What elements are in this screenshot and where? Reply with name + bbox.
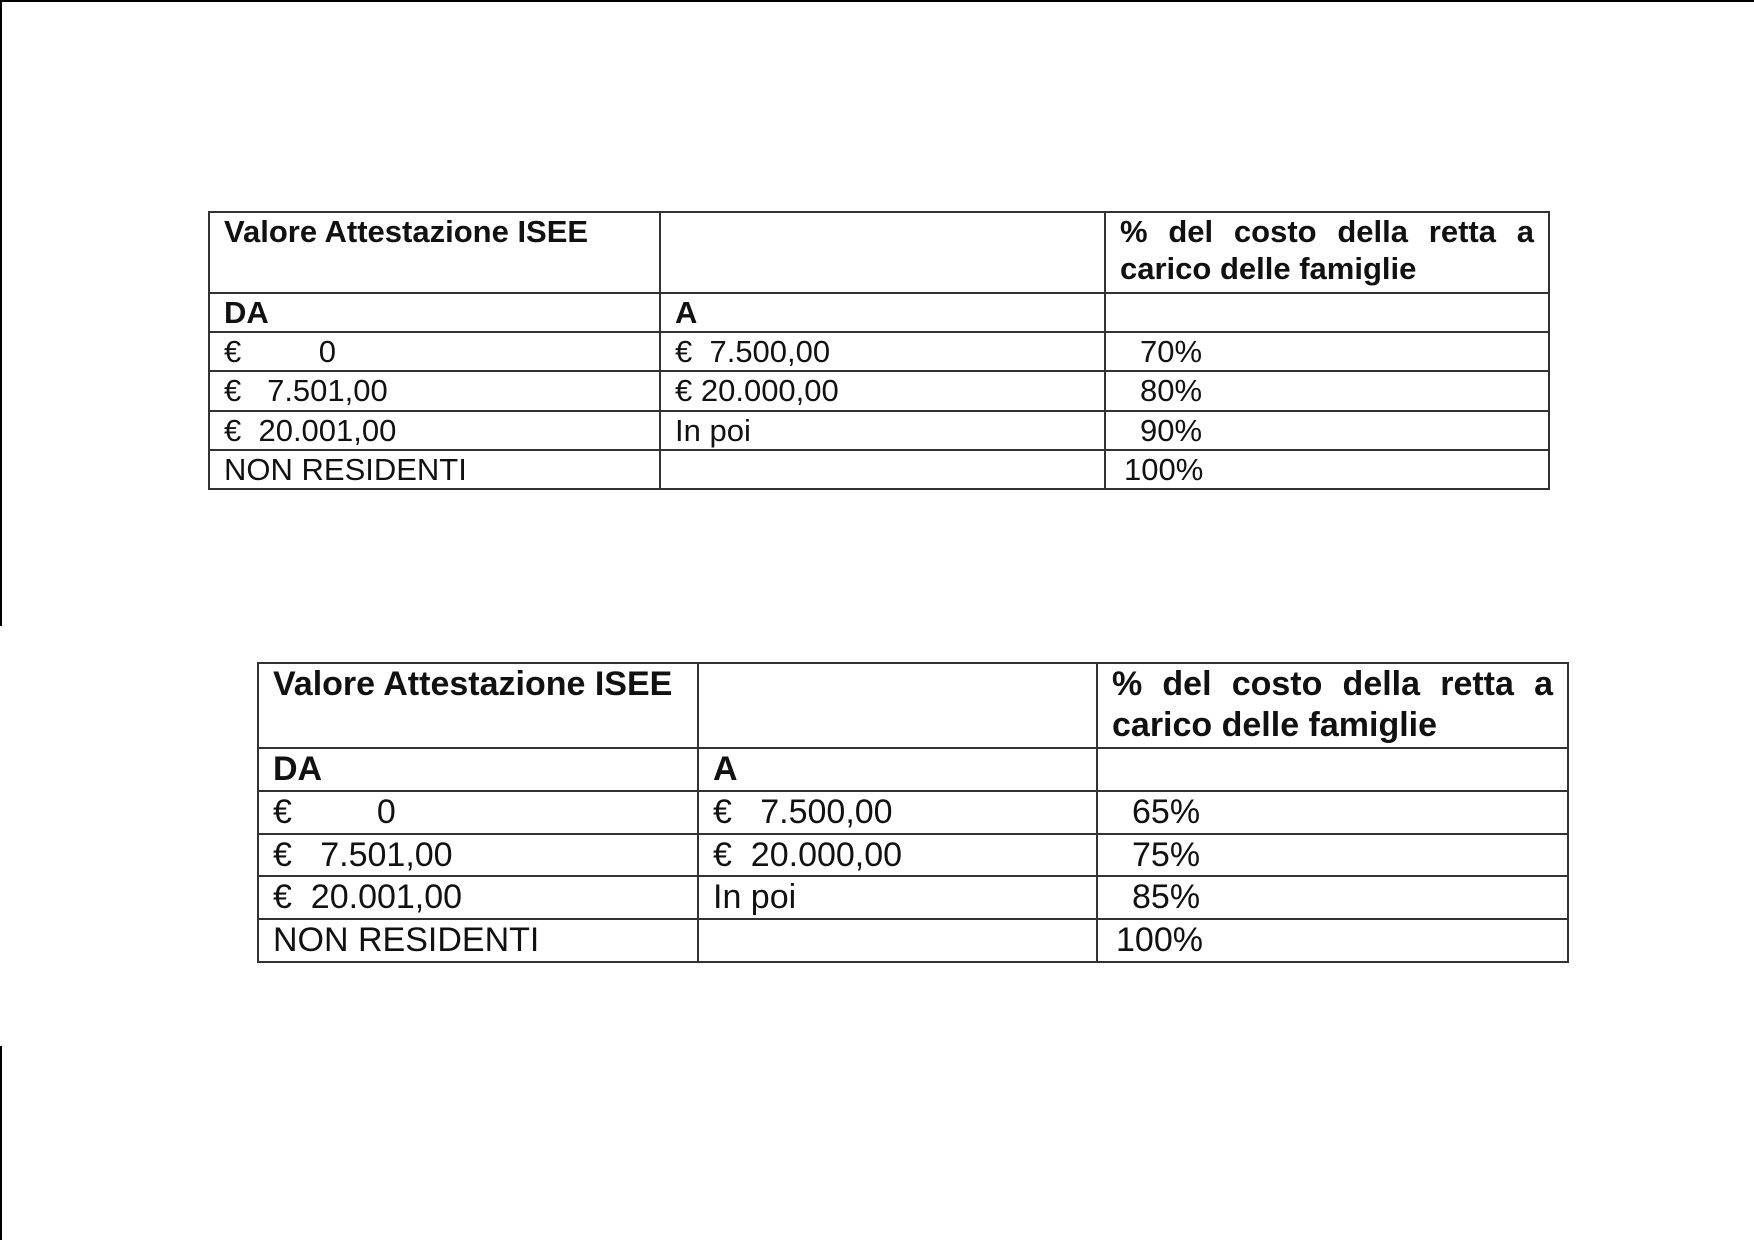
table-row [209, 450, 1549, 489]
cell-da: € 20.001,00 [258, 876, 698, 919]
cell-pct: 80% [1105, 371, 1549, 410]
table-subheader-row [209, 293, 1549, 332]
cell-da: € 0 [209, 332, 660, 371]
table-row [258, 791, 1568, 834]
table-subheader-row [258, 748, 1568, 791]
cell-da: € 0 [258, 791, 698, 834]
subheader-da: DA [209, 293, 660, 332]
subheader-a: A [660, 293, 1105, 332]
cell-a: € 20.000,00 [698, 834, 1097, 877]
header-percent-cost: % del costo della retta a carico delle famiglie [1105, 212, 1549, 293]
cell-pct: 75% [1097, 834, 1568, 877]
header-empty [660, 212, 1105, 293]
cell-da: € 7.501,00 [258, 834, 698, 877]
table-row [209, 371, 1549, 410]
cell-da: NON RESIDENTI [258, 919, 698, 962]
table-row [209, 332, 1549, 371]
header-percent-cost: % del costo della retta a carico delle famiglie [1097, 663, 1568, 748]
cell-pct: 100% [1105, 450, 1549, 489]
cell-a [698, 919, 1097, 962]
cell-da: € 20.001,00 [209, 411, 660, 450]
cell-pct: 100% [1097, 919, 1568, 962]
subheader-a: A [698, 748, 1097, 791]
subheader-pct [1097, 748, 1568, 791]
cell-a: € 7.500,00 [698, 791, 1097, 834]
cell-a: € 20.000,00 [660, 371, 1105, 410]
page-border-top [0, 0, 1754, 2]
cell-a: In poi [660, 411, 1105, 450]
cell-pct: 70% [1105, 332, 1549, 371]
header-isee-value: Valore Attestazione ISEE [258, 663, 698, 748]
cell-pct: 65% [1097, 791, 1568, 834]
table-row [258, 876, 1568, 919]
page-border-left [0, 0, 2, 626]
cell-da: NON RESIDENTI [209, 450, 660, 489]
table-row [209, 411, 1549, 450]
page-border-left-lower [0, 1046, 2, 1240]
cell-pct: 90% [1105, 411, 1549, 450]
isee-table-1 [208, 211, 1550, 490]
subheader-pct [1105, 293, 1549, 332]
table-row [258, 834, 1568, 877]
subheader-da: DA [258, 748, 698, 791]
table-header-row [258, 663, 1568, 748]
header-empty [698, 663, 1097, 748]
table-header-row [209, 212, 1549, 293]
table-row [258, 919, 1568, 962]
cell-a: In poi [698, 876, 1097, 919]
isee-table-2 [257, 662, 1569, 963]
cell-a: € 7.500,00 [660, 332, 1105, 371]
cell-a [660, 450, 1105, 489]
header-isee-value: Valore Attestazione ISEE [209, 212, 660, 293]
cell-pct: 85% [1097, 876, 1568, 919]
cell-da: € 7.501,00 [209, 371, 660, 410]
